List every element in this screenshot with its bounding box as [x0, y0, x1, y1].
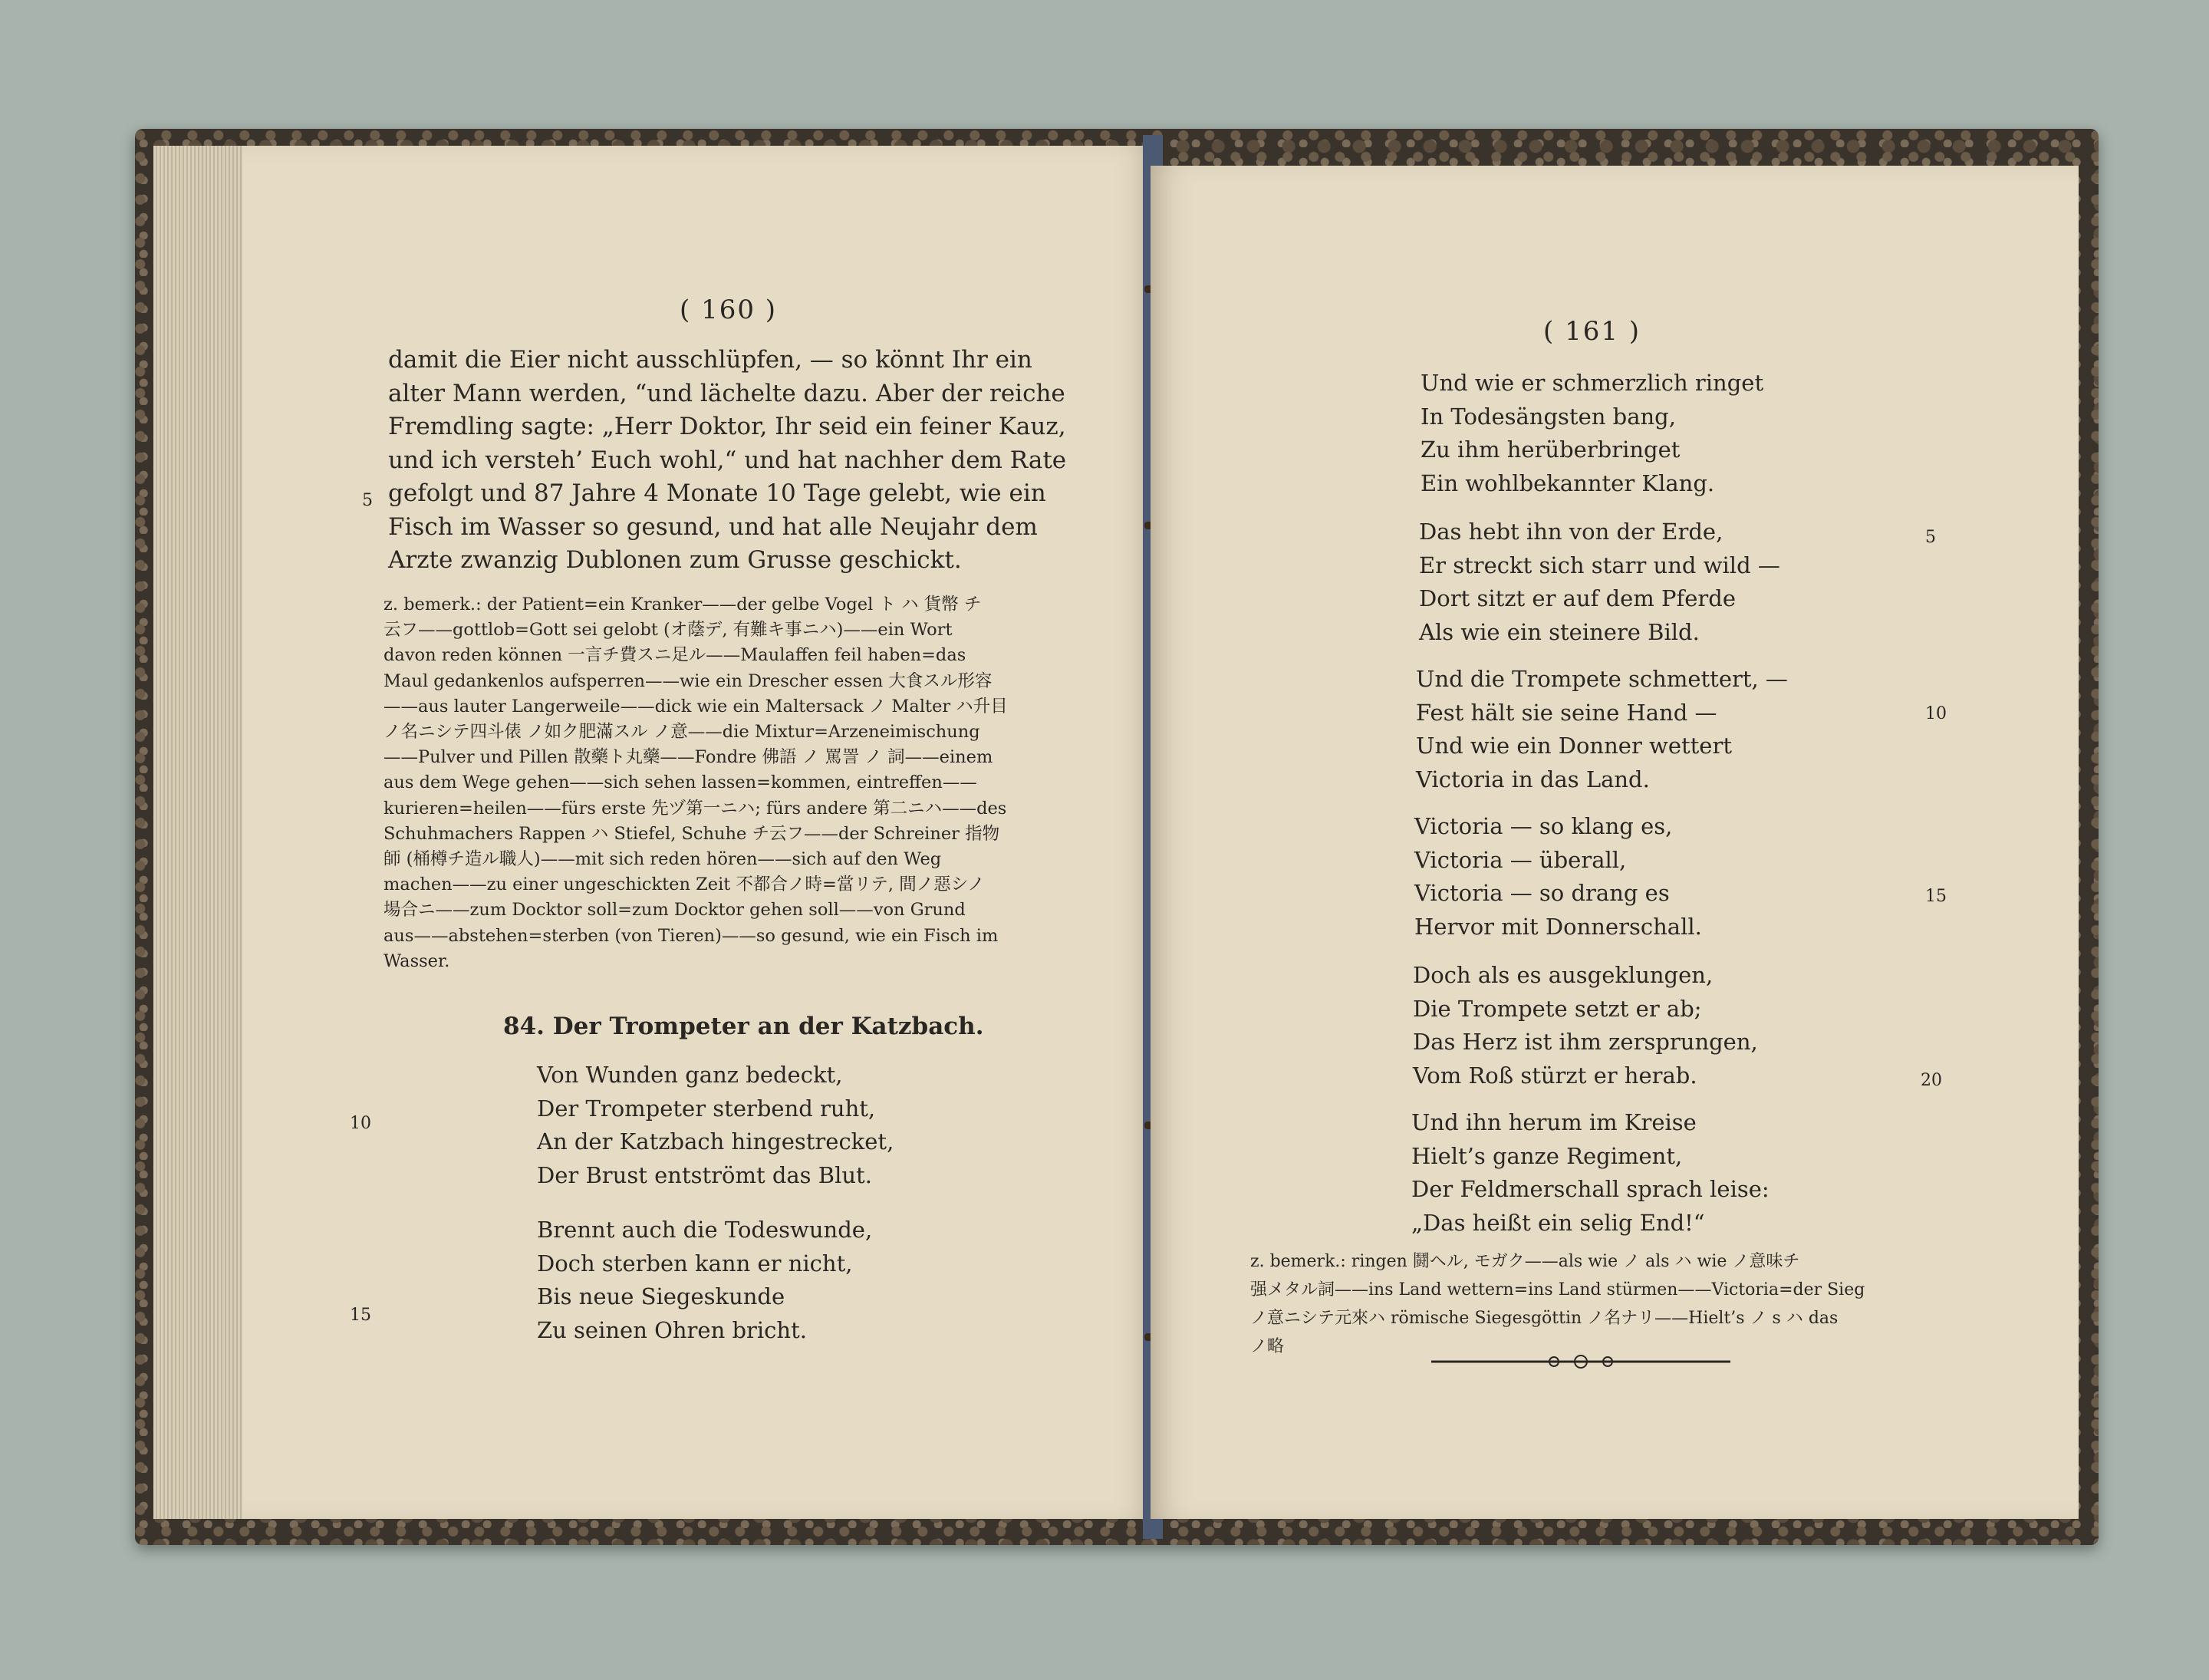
line-number: 15 — [1925, 887, 1947, 906]
left-page — [242, 146, 1155, 1519]
note-line: Wasser. — [384, 950, 450, 971]
verse-line: Und wie er schmerzlich ringet — [1421, 370, 1764, 396]
verse-line: „Das heißt ein selig End!“ — [1411, 1209, 1705, 1236]
verse-line: Hielt’s ganze Regiment, — [1411, 1142, 1683, 1169]
verse-line: Zu ihm herüberbringet — [1421, 436, 1681, 463]
verse-line: Die Trompete setzt er ab; — [1413, 995, 1702, 1022]
verse-line: Zu seinen Ohren bricht. — [537, 1316, 807, 1343]
verse-line: Victoria — so drang es — [1414, 880, 1670, 906]
stanza — [1411, 1106, 1770, 1240]
stanza — [537, 1059, 894, 1192]
verse-line: Dort sitzt er auf dem Pferde — [1419, 585, 1737, 611]
verse-line: In Todesängsten bang, — [1421, 403, 1676, 430]
verse-line: Fest hält sie seine Hand — — [1416, 699, 1717, 726]
note-line: ノ略 — [1250, 1337, 1285, 1356]
text-line: Fisch im Wasser so gesund, und hat alle Neujahr dem — [388, 512, 1038, 541]
note-line: 場合ニ——zum Docktor soll=zum Docktor gehen soll——von Grund — [384, 900, 966, 921]
stanza — [537, 1214, 872, 1347]
text-line: Arzte zwanzig Dublonen zum Grusse geschickt. — [388, 546, 962, 574]
page-number-left: ( 160 ) — [680, 295, 778, 325]
verse-line: Als wie ein steinere Bild. — [1419, 618, 1700, 645]
line-number: 5 — [1925, 528, 1936, 547]
prose-paragraph — [388, 344, 1067, 578]
line-number: 20 — [1921, 1071, 1942, 1090]
stanza — [1413, 959, 1758, 1092]
page-number-right: ( 161 ) — [1543, 316, 1641, 347]
note-line: davon reden können 一言チ費スニ足ル——Maulaffen feil haben=das — [384, 645, 966, 666]
verse-line: Victoria in das Land. — [1416, 766, 1650, 792]
note-line: Maul gedankenlos aufsperren——wie ein Drescher essen 大食スル形容 — [384, 670, 993, 691]
poem-title: 84. Der Trompeter an der Katzbach. — [503, 1013, 984, 1040]
verse-line: Ein wohlbekannter Klang. — [1421, 469, 1715, 496]
verse-line: Doch sterben kann er nicht, — [537, 1250, 853, 1276]
verse-line: Und wie ein Donner wettert — [1416, 733, 1732, 759]
line-number: 15 — [350, 1306, 371, 1325]
verse-line: Und die Trompete schmettert, — — [1416, 666, 1788, 692]
footnotes — [384, 592, 1008, 974]
verse-line: Der Feldmerschall sprach leise: — [1411, 1176, 1770, 1202]
note-line: machen——zu einer ungeschickten Zeit 不都合ノ時=當リテ, 間ノ惡シノ — [384, 875, 985, 895]
note-line: 强メタル詞——ins Land wettern=ins Land stürmen——Victoria=der Sieg — [1250, 1280, 1865, 1300]
note-line: aus——abstehen=sterben (von Tieren)——so gesund, wie ein Fisch im — [384, 925, 999, 946]
verse-line: Hervor mit Donnerschall. — [1414, 913, 1702, 940]
text-line: und ich versteh’ Euch wohl,“ und hat nachher dem Rate — [388, 446, 1067, 474]
note-line: ノ名ニシテ四斗俵 ノ如ク肥滿スル ノ意——die Mixtur=Arzeneimischung — [384, 722, 980, 743]
ornament-divider — [1431, 1354, 1730, 1369]
line-number: 5 — [362, 491, 373, 510]
line-number: 10 — [350, 1114, 371, 1133]
note-line: z. bemerk.: der Patient=ein Kranker——der gelbe Vogel ト ハ 貨幣 チ — [384, 595, 982, 614]
verse-line: Victoria — überall, — [1414, 846, 1627, 873]
verse-line: Das hebt ihn von der Erde, — [1419, 519, 1723, 545]
note-line: z. bemerk.: ringen 鬪ヘル, モガク——als wie ノ als ハ wie ノ意味チ — [1250, 1252, 1800, 1271]
line-number: 10 — [1925, 704, 1947, 723]
verse-line: Er streckt sich starr und wild — — [1419, 552, 1780, 578]
verse-line: Und ihn herum im Kreise — [1411, 1109, 1697, 1135]
note-line: 師 (桶樽チ造ル職人)——mit sich reden hören——sich auf den Weg — [384, 849, 942, 870]
note-line: ノ意ニシテ元來ハ römische Siegesgöttin ノ名ナリ——Hielt’s ノ s ハ das — [1250, 1309, 1839, 1328]
stanza — [1419, 516, 1780, 649]
right-page — [1151, 166, 2079, 1519]
verse-line: Der Trompeter sterbend ruht, — [537, 1095, 876, 1122]
verse-line: An der Katzbach hingestrecket, — [537, 1128, 894, 1155]
stanza — [1421, 367, 1763, 500]
text-line: alter Mann werden, “und lächelte dazu. Aber der reiche — [388, 379, 1065, 407]
footnotes — [1250, 1247, 1865, 1361]
verse-line: Brennt auch die Todeswunde, — [537, 1217, 873, 1243]
verse-line: Das Herz ist ihm zersprungen, — [1413, 1029, 1758, 1055]
text-line: gefolgt und 87 Jahre 4 Monate 10 Tage gelebt, wie ein — [388, 479, 1046, 507]
note-line: ——Pulver und Pillen 散藥ト丸藥——Fondre 佛語 ノ 罵詈 ノ 詞——einem — [384, 747, 993, 768]
note-line: kurieren=heilen——fürs erste 先ヅ第一ニハ; fürs andere 第二ニハ——des — [384, 798, 1007, 819]
stanza — [1416, 663, 1788, 796]
verse-line: Der Brust entströmt das Blut. — [537, 1161, 872, 1188]
text-line: damit die Eier nicht ausschlüpfen, — so könnt Ihr ein — [388, 346, 1032, 374]
note-line: Schuhmachers Rappen ハ Stiefel, Schuhe チ云フ——der Schreiner 指物 — [384, 823, 1000, 844]
note-line: aus dem Wege gehen——sich sehen lassen=kommen, eintreffen—— — [384, 772, 977, 793]
verse-line: Victoria — so klang es, — [1414, 813, 1673, 839]
verse-line: Bis neue Siegeskunde — [537, 1283, 785, 1309]
note-line: ——aus lauter Langerweile——dick wie ein Maltersack ノ Malter ハ升目 — [384, 696, 1008, 716]
stanza — [1414, 810, 1702, 944]
verse-line: Vom Roß stürzt er herab. — [1413, 1062, 1697, 1089]
text-line: Fremdling sagte: „Herr Doktor, Ihr seid ein feiner Kauz, — [388, 413, 1066, 440]
verse-line: Doch als es ausgeklungen, — [1413, 962, 1714, 988]
note-line: 云フ——gottlob=Gott sei gelobt (オ蔭デ, 有難キ事ニハ)——ein Wort — [384, 620, 953, 641]
page-edges — [153, 146, 245, 1519]
verse-line: Von Wunden ganz bedeckt, — [537, 1062, 843, 1088]
